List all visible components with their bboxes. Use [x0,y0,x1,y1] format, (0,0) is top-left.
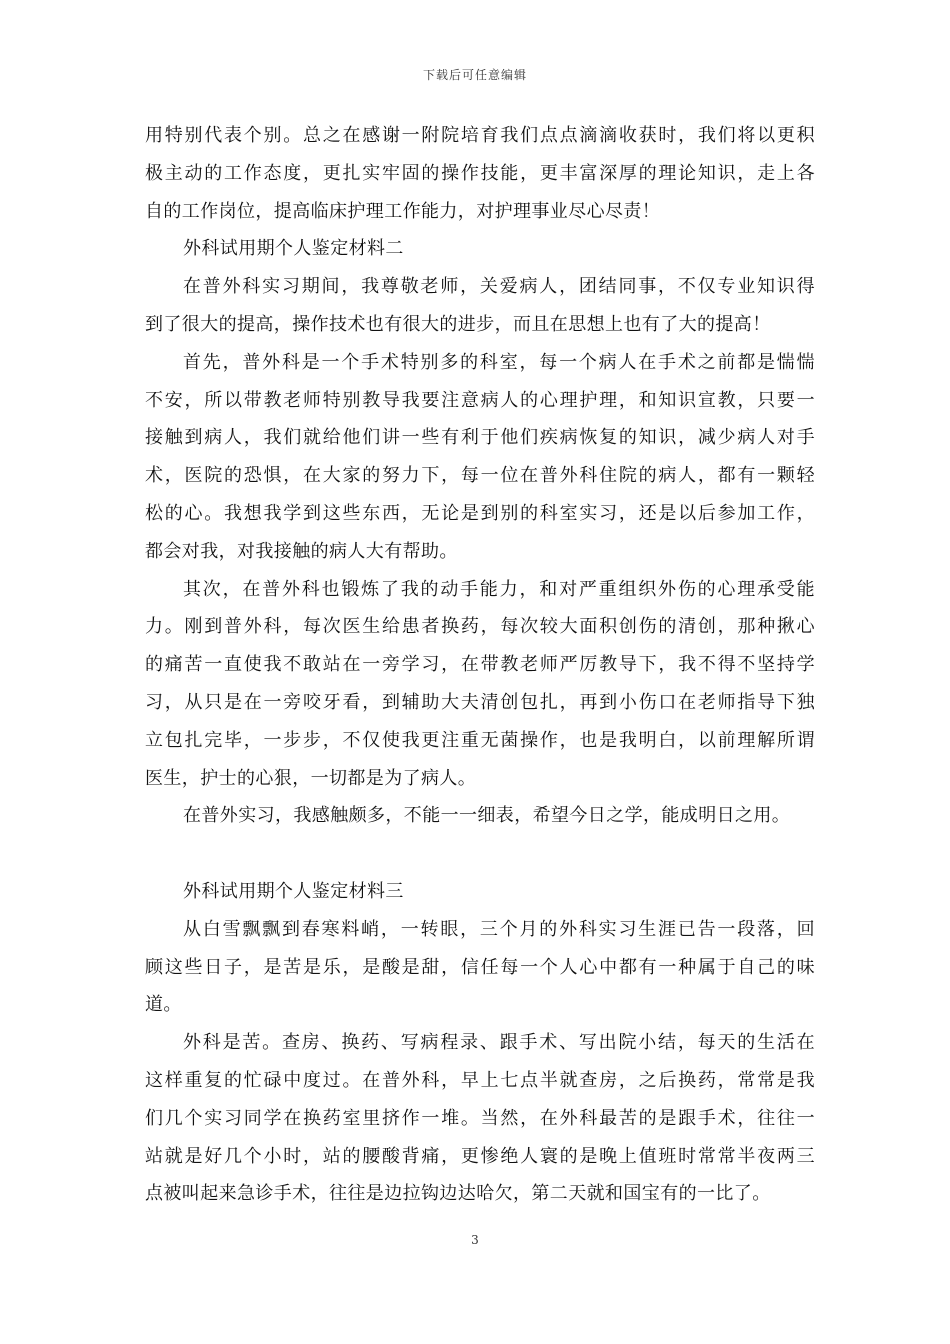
text-line: 极主动的工作态度，更扎实牢固的操作技能，更丰富深厚的理论知识，走上各 [145,162,815,184]
page-header: 下载后可任意编辑 [422,68,527,82]
text-line: 松的心。我想我学到这些东西，无论是到别的科室实习，还是以后参加工作， [145,502,815,524]
text-line: 从白雪飘飘到春寒料峭，一转眼，三个月的外科实习生涯已告一段落，回 [183,918,815,940]
text-line: 立包扎完毕，一步步，不仅使我更注重无菌操作，也是我明白，以前理解所谓 [145,729,815,751]
text-line: 站就是好几个小时，站的腰酸背痛，更惨绝人寰的是晚上值班时常常半夜两三 [145,1145,815,1167]
text-line: 力。刚到普外科，每次医生给患者换药，每次较大面积创伤的清创，那种揪心 [145,616,815,638]
text-line: 不安，所以带教老师特别教导我要注意病人的心理护理，和知识宣教，只要一 [145,389,815,411]
text-line: 在普外实习，我感触颇多，不能一一细表，希望今日之学，能成明日之用。 [183,805,791,827]
section-heading: 外科试用期个人鉴定材料三 [183,880,404,902]
text-line: 首先，普外科是一个手术特别多的科室，每一个病人在手术之前都是惴惴 [183,351,815,373]
text-line: 习，从只是在一旁咬牙看，到辅助大夫清创包扎，再到小伤口在老师指导下独 [145,691,815,713]
text-line: 外科是苦。查房、换药、写病程录、跟手术、写出院小结，每天的生活在 [183,1032,815,1054]
text-line: 点被叫起来急诊手术，往往是边拉钩边达哈欠，第二天就和国宝有的一比了。 [145,1183,771,1205]
text-line: 术，医院的恐惧，在大家的努力下，每一位在普外科住院的病人，都有一颗轻 [145,465,815,487]
text-line: 其次，在普外科也锻炼了我的动手能力，和对严重组织外伤的心理承受能 [183,578,815,600]
text-line: 们几个实习同学在换药室里挤作一堆。当然，在外科最苦的是跟手术，往往一 [145,1107,815,1129]
text-line: 自的工作岗位，提高临床护理工作能力，对护理事业尽心尽责！ [145,200,661,222]
paragraph-gap [145,835,815,873]
text-line: 这样重复的忙碌中度过。在普外科，早上七点半就查房，之后换药，常常是我 [145,1069,815,1091]
text-line: 顾这些日子，是苦是乐，是酸是甜，信任每一个人心中都有一种属于自己的味 [145,956,815,978]
text-line: 接触到病人，我们就给他们讲一些有利于他们疾病恢复的知识，减少病人对手 [145,427,815,449]
text-line: 的痛苦一直使我不敢站在一旁学习，在带教老师严厉教导下，我不得不坚持学 [145,654,815,676]
page-number: 3 [471,1233,479,1247]
document-body [145,117,815,1213]
text-line: 医生，护士的心狠，一切都是为了病人。 [145,767,477,789]
text-line: 在普外科实习期间，我尊敬老师，关爱病人，团结同事，不仅专业知识得 [183,276,815,298]
section-heading: 外科试用期个人鉴定材料二 [183,238,404,260]
text-line: 到了很大的提高，操作技术也有很大的进步，而且在思想上也有了大的提高！ [145,313,771,335]
text-line: 都会对我，对我接触的病人大有帮助。 [145,540,458,562]
text-line: 道。 [145,994,182,1016]
text-line: 用特别代表个别。总之在感谢一附院培育我们点点滴滴收获时，我们将以更积 [145,125,815,146]
